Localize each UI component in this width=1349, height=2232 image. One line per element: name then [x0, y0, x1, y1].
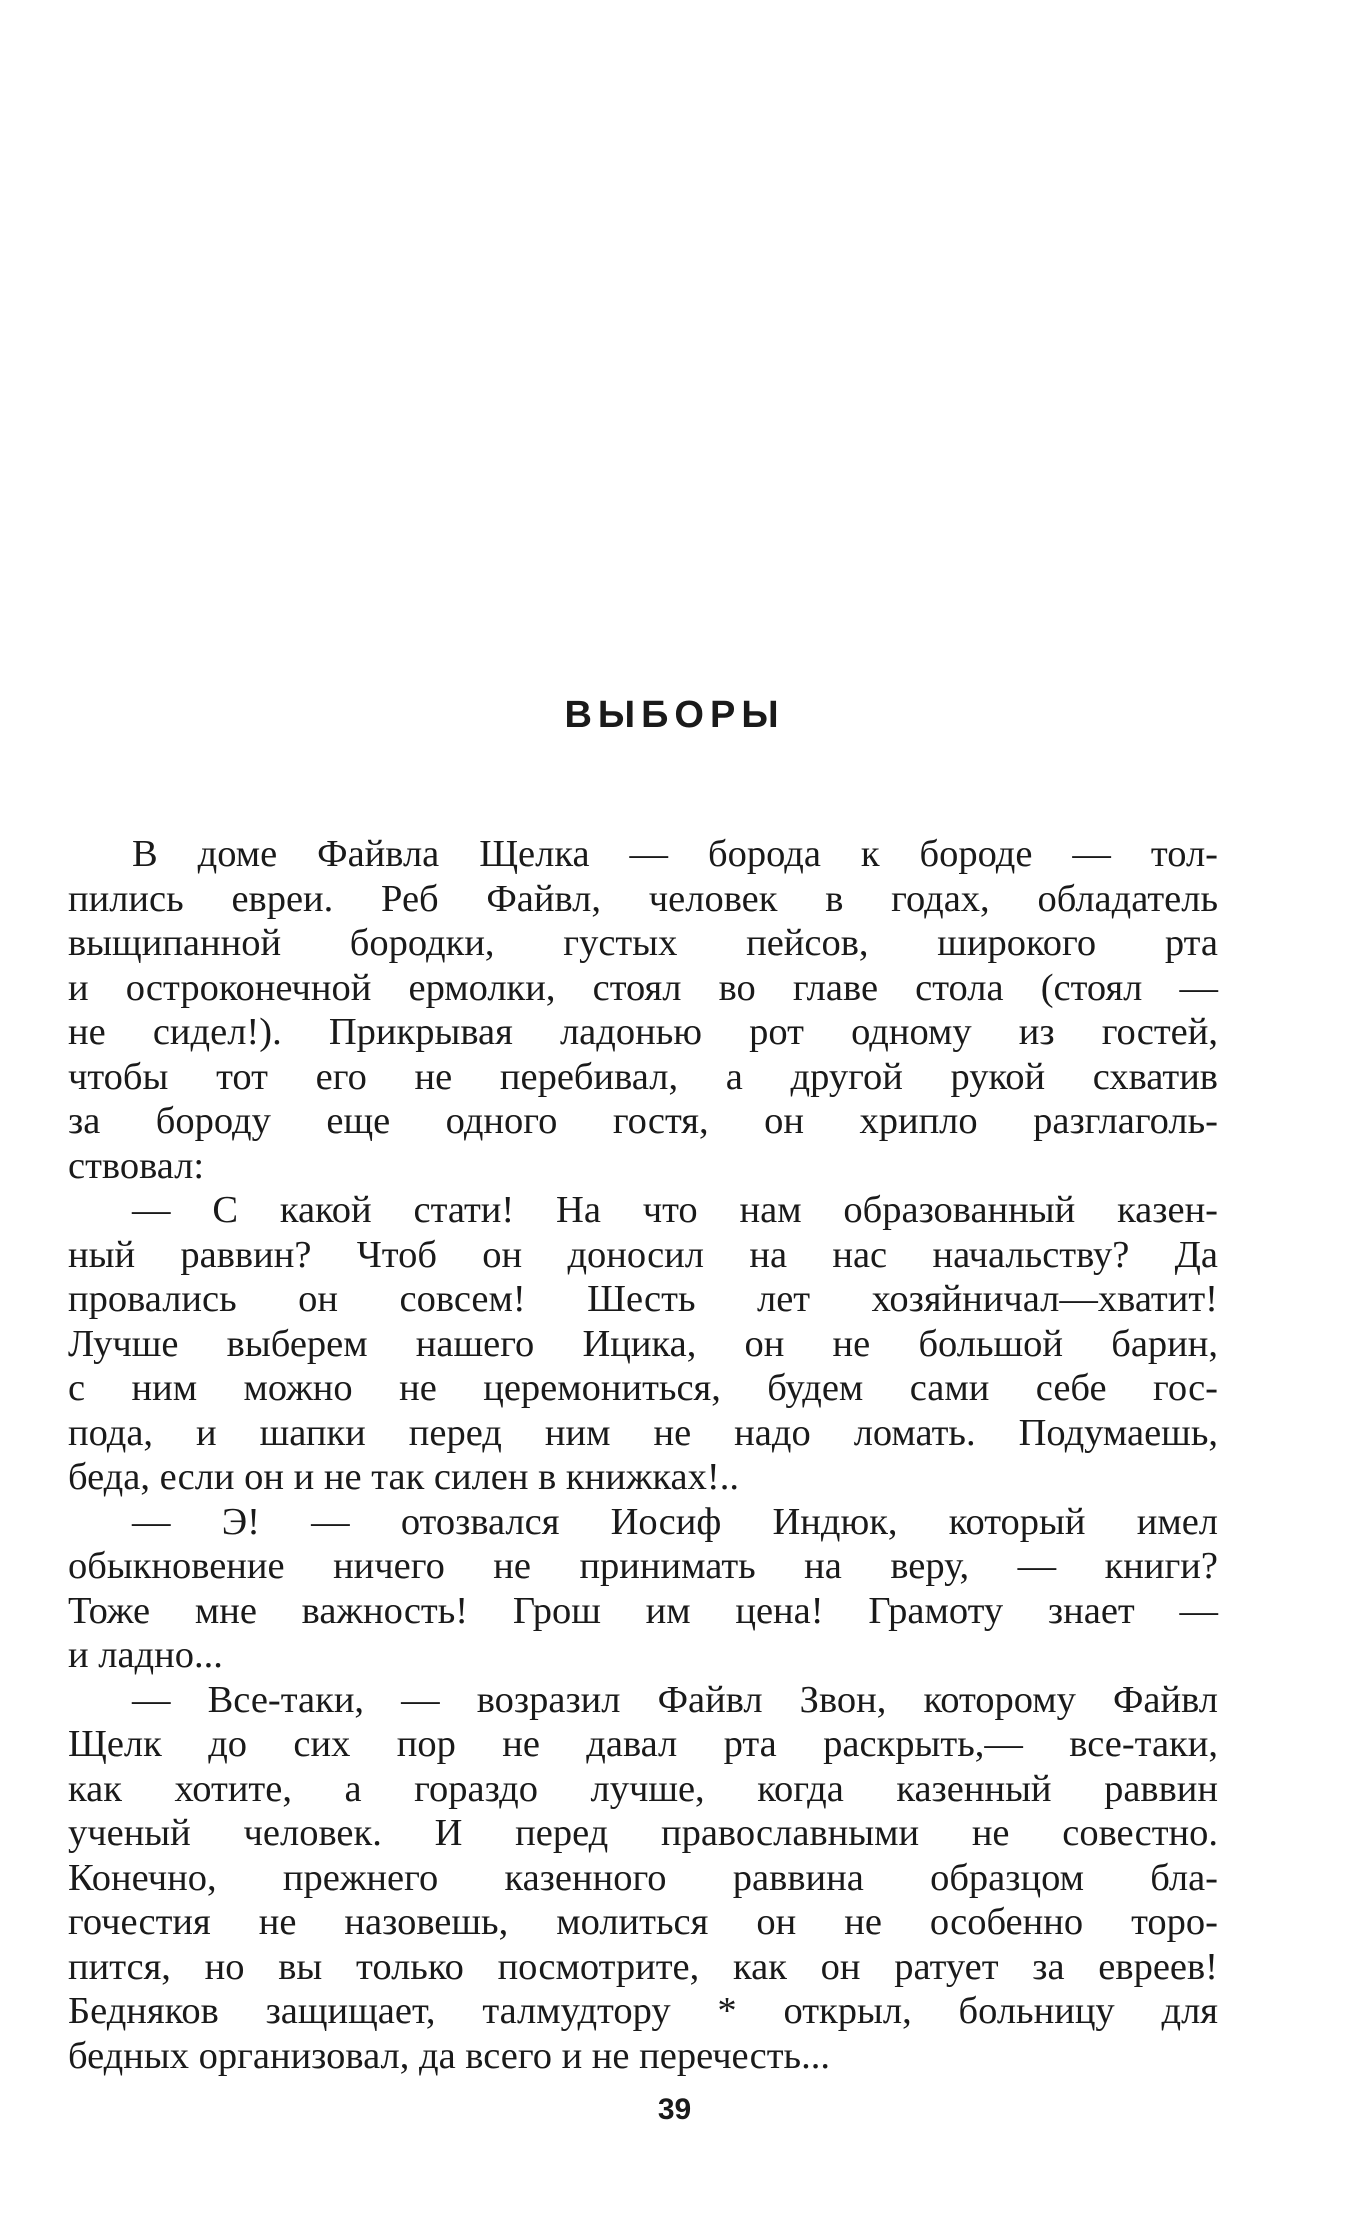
text-line: Бедняков защищает, талмудтору * открыл, больницу для — [68, 1990, 1218, 2032]
text-line: гочестия не назовешь, молиться он не особенно торо- — [68, 1901, 1218, 1943]
text-line: беда, если он и не так силен в книжках!.. — [68, 1456, 739, 1498]
text-line: Щелк до сих пор не давал рта раскрыть,— все-таки, — [68, 1723, 1218, 1765]
text-line: и ладно... — [68, 1634, 223, 1676]
text-line: и остроконечной ермолки, стоял во главе стола (стоял — — [68, 966, 1218, 1009]
text-line: не сидел!). Прикрывая ладонью рот одному из гостей, — [68, 1011, 1218, 1053]
text-line: — Все-таки, — возразил Файвл Звон, которому Файвл — [132, 1678, 1218, 1721]
text-line: бедных организовал, да всего и не перечесть... — [68, 2034, 830, 2077]
text-line: как хотите, а гораздо лучше, когда казенный раввин — [68, 1767, 1218, 1810]
text-line: В доме Файвла Щелка — борода к бороде — тол- — [132, 833, 1218, 875]
text-line: пится, но вы только посмотрите, как он ратует за евреев! — [68, 1945, 1218, 1988]
body-text — [68, 832, 1218, 2078]
text-line: ученый человек. И перед православными не совестно. — [68, 1812, 1218, 1854]
text-line: за бороду еще одного гостя, он хрипло разглаголь- — [68, 1100, 1218, 1142]
chapter-title: ВЫБОРЫ — [564, 694, 785, 736]
text-line: обыкновение ничего не принимать на веру, — книги? — [68, 1545, 1218, 1587]
text-line: ствовал: — [68, 1144, 205, 1187]
text-line: выщипанной бородки, густых пейсов, широкого рта — [68, 922, 1218, 964]
text-line: Тоже мне важность! Грош им цена! Грамоту знает — — [68, 1589, 1218, 1632]
text-line: чтобы тот его не перебивал, а другой рукой схватив — [68, 1055, 1218, 1098]
text-line: провались он совсем! Шесть лет хозяйничал—хватит! — [68, 1278, 1218, 1320]
text-line: пода, и шапки перед ним не надо ломать. Подумаешь, — [68, 1411, 1218, 1454]
text-line: с ним можно не церемониться, будем сами себе гос- — [68, 1367, 1218, 1409]
text-line: ный раввин? Чтоб он доносил на нас начальству? Да — [68, 1233, 1218, 1276]
text-line: — Э! — отозвался Иосиф Индюк, который имел — [132, 1500, 1218, 1543]
text-line: — С какой стати! На что нам образованный казен- — [132, 1189, 1218, 1231]
text-line: Конечно, прежнего казенного раввина образцом бла- — [68, 1856, 1218, 1899]
text-line: Лучше выберем нашего Ицика, он не большой барин, — [68, 1322, 1218, 1365]
page-number: 39 — [657, 2093, 692, 2126]
text-line: пились евреи. Реб Файвл, человек в годах, обладатель — [68, 877, 1218, 920]
